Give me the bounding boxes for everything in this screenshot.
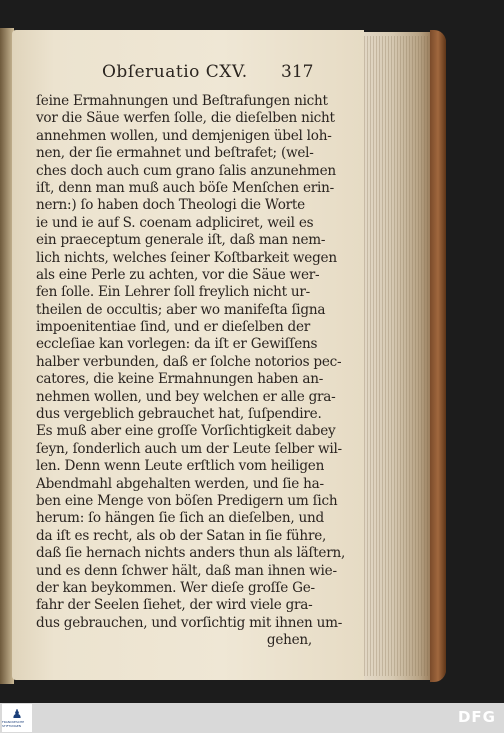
page-title: Obſeruatio CXV. — [102, 62, 248, 82]
text-line: ie und ie auf S. coenam adpliciret, weil es — [36, 214, 314, 231]
viewer-footer-bar — [0, 703, 504, 733]
text-line: ben eine Menge von böſen Predigern um ſich — [36, 492, 338, 509]
running-head — [0, 62, 504, 84]
text-line: Abendmahl abgehalten werden, und ſie ha- — [36, 475, 324, 492]
foundation-logo-text: FRANCKESCHE STIFTUNGEN — [2, 720, 25, 728]
text-line: iſt, denn man muß auch böſe Menſchen erin- — [36, 179, 334, 196]
text-line: da iſt es recht, als ob der Satan in ſie führe, — [36, 527, 327, 544]
text-line: ſeyn, ſonderlich auch um der Leute ſelber wil- — [36, 440, 342, 457]
text-line: theilen de occultis; aber wo manifeſta ſigna — [36, 301, 326, 318]
text-line: dus vergeblich gebrauchet hat, ſuſpendire. — [36, 406, 322, 423]
body-text — [36, 93, 346, 650]
text-line: nehmen wollen, und bey welchen er alle gra- — [36, 388, 336, 405]
text-line: lich nichts, welches ſeiner Koſtbarkeit wegen — [36, 249, 337, 266]
text-line: ein praeceptum generale iſt, daß man nem- — [36, 232, 326, 249]
page-number: 317 — [281, 62, 314, 82]
text-line: daß ſie hernach nichts anders thun als läſtern, — [36, 545, 346, 562]
text-line: ches doch auch cum grano ſalis anzunehmen — [36, 162, 336, 179]
text-line: der kan beykommen. Wer dieſe groſſe Ge- — [36, 579, 315, 596]
dfg-logo: DFG — [457, 708, 496, 726]
text-line: fahr der Seelen ſiehet, der wird viele gra- — [36, 597, 313, 614]
francke-foundation-logo — [2, 704, 32, 732]
text-line: fen ſolle. Ein Lehrer ſoll freylich nicht ur- — [36, 284, 311, 301]
catchword: gehen, — [266, 632, 312, 649]
text-line: als eine Perle zu achten, vor die Säue wer- — [36, 266, 320, 283]
text-line: nern:) ſo haben doch Theologi die Worte — [36, 197, 305, 214]
text-line: Es muß aber eine groſſe Vorſichtigkeit dabey — [36, 423, 336, 440]
text-line: halber verbunden, daß er ſolche notorios pec- — [36, 353, 342, 370]
text-line: herum: ſo hängen ſie ſich an dieſelben, und — [36, 510, 324, 527]
text-line: dus gebrauchen, und vorſichtig mit ihnen um- — [36, 614, 343, 631]
text-line: und es denn ſchwer hält, daß man ihnen wie- — [36, 562, 337, 579]
text-line: eccleſiae kan vorlegen: da iſt er Gewiſſens — [36, 336, 318, 353]
book-cover-edge — [430, 30, 446, 682]
text-line: ſeine Ermahnungen und Beſtrafungen nicht — [36, 93, 328, 109]
text-line: nen, der ſie ermahnet und beſtrafet; (wel- — [36, 145, 314, 162]
text-line: impoenitentiae ſind, und er dieſelben der — [36, 319, 311, 336]
text-line: annehmen wollen, und demjenigen übel loh- — [36, 127, 332, 144]
text-line: len. Denn wenn Leute erſtlich vom heiligen — [36, 458, 325, 475]
text-line: vor die Säue werfen ſolle, die dieſelben nicht — [36, 110, 335, 127]
page-edges — [364, 36, 428, 676]
foundation-emblem-icon: ♟ — [11, 707, 23, 721]
text-line: catores, die keine Ermahnungen haben an- — [36, 371, 324, 388]
